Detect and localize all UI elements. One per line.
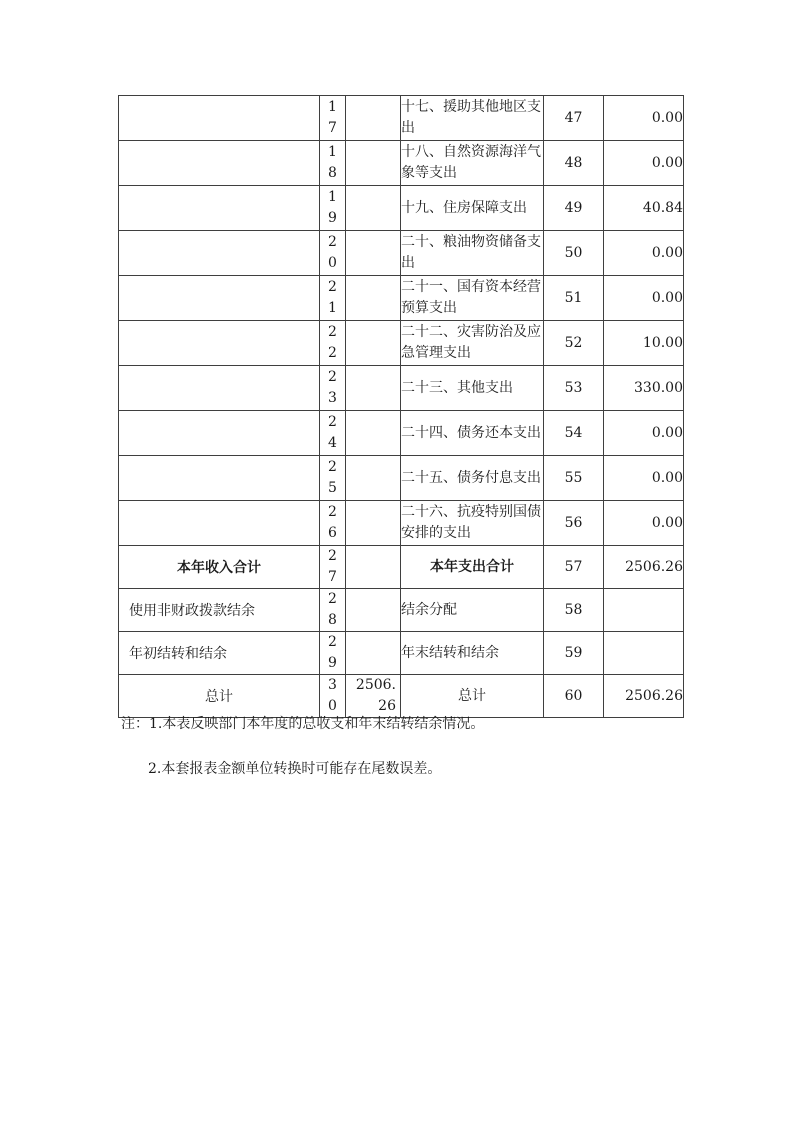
income-item-cell: 使用非财政拨款结余 (119, 589, 320, 632)
income-amount-cell (346, 231, 401, 276)
income-amount-cell (346, 546, 401, 589)
income-item-cell (119, 96, 320, 141)
expense-item-cell: 二十三、其他支出 (401, 366, 544, 411)
line-number: 27 (328, 548, 337, 585)
income-item-cell (119, 411, 320, 456)
table-row (119, 632, 684, 675)
expense-line-number-cell: 51 (544, 276, 604, 321)
expense-amount-cell: 0.00 (604, 96, 684, 141)
expense-grand-total-label-cell: 总计 (401, 675, 544, 718)
table-row (119, 456, 684, 501)
income-line-number-cell (320, 276, 346, 321)
line-number: 19 (328, 189, 337, 226)
expense-item-cell: 十九、住房保障支出 (401, 186, 544, 231)
table-row (119, 276, 684, 321)
income-amount-cell (346, 411, 401, 456)
income-line-number-cell (320, 501, 346, 546)
income-line-number-cell (320, 141, 346, 186)
income-line-number-cell (320, 546, 346, 589)
expense-line-number-cell: 57 (544, 546, 604, 589)
expense-amount-cell: 0.00 (604, 411, 684, 456)
expense-item-cell: 二十一、国有资本经营预算支出 (401, 276, 544, 321)
income-line-number-cell (320, 186, 346, 231)
expense-item-cell: 二十六、抗疫特别国债安排的支出 (401, 501, 544, 546)
expense-amount-cell (604, 632, 684, 675)
expense-amount-cell (604, 589, 684, 632)
income-amount-cell (346, 321, 401, 366)
income-line-number-cell (320, 675, 346, 718)
expense-item-cell: 二十、粮油物资储备支出 (401, 231, 544, 276)
income-amount-cell (346, 589, 401, 632)
expense-amount-cell: 2506.26 (604, 546, 684, 589)
income-line-number-cell (320, 632, 346, 675)
expense-item-cell: 十八、自然资源海洋气象等支出 (401, 141, 544, 186)
expense-amount-cell: 0.00 (604, 141, 684, 186)
amount-value: 2506.26 (355, 677, 396, 714)
income-item-cell (119, 141, 320, 186)
line-number: 20 (328, 234, 337, 271)
income-item-cell (119, 276, 320, 321)
line-number: 18 (328, 144, 337, 181)
expense-amount-cell: 0.00 (604, 231, 684, 276)
income-line-number-cell (320, 411, 346, 456)
income-amount-cell (346, 366, 401, 411)
expense-item-cell: 结余分配 (401, 589, 544, 632)
line-number: 24 (328, 414, 337, 451)
income-item-cell (119, 231, 320, 276)
expense-line-number-cell: 47 (544, 96, 604, 141)
income-amount-cell (346, 186, 401, 231)
table-row (119, 96, 684, 141)
expense-item-cell: 二十二、灾害防治及应急管理支出 (401, 321, 544, 366)
expense-item-cell: 二十五、债务付息支出 (401, 456, 544, 501)
income-line-number-cell (320, 456, 346, 501)
income-line-number-cell (320, 589, 346, 632)
income-amount-cell (346, 501, 401, 546)
expense-line-number-cell: 58 (544, 589, 604, 632)
table-row (119, 411, 684, 456)
expense-amount-cell: 330.00 (604, 366, 684, 411)
expense-total-label-cell: 本年支出合计 (401, 546, 544, 589)
line-number: 17 (328, 99, 337, 136)
expense-amount-cell: 10.00 (604, 321, 684, 366)
expense-amount-cell: 0.00 (604, 456, 684, 501)
expense-amount-cell: 0.00 (604, 276, 684, 321)
income-line-number-cell (320, 96, 346, 141)
income-item-cell: 年初结转和结余 (119, 632, 320, 675)
income-amount-cell (346, 632, 401, 675)
table-row (119, 366, 684, 411)
income-grand-total-label-cell: 总计 (119, 675, 320, 718)
line-number: 28 (328, 591, 337, 628)
table-row (119, 141, 684, 186)
income-item-cell (119, 456, 320, 501)
line-number: 29 (328, 634, 337, 671)
income-line-number-cell (320, 366, 346, 411)
expense-line-number-cell: 54 (544, 411, 604, 456)
line-number: 22 (328, 324, 337, 361)
line-number: 30 (328, 677, 337, 714)
expense-line-number-cell: 60 (544, 675, 604, 718)
expense-line-number-cell: 56 (544, 501, 604, 546)
income-line-number-cell (320, 231, 346, 276)
income-item-cell (119, 186, 320, 231)
table-row (119, 501, 684, 546)
table-row-year-totals (119, 546, 684, 589)
footnote-2: 2.本套报表金额单位转换时可能存在尾数误差。 (148, 761, 442, 777)
table-row (119, 321, 684, 366)
expense-line-number-cell: 48 (544, 141, 604, 186)
expense-amount-cell: 0.00 (604, 501, 684, 546)
income-item-cell (119, 501, 320, 546)
expense-amount-cell: 40.84 (604, 186, 684, 231)
expense-line-number-cell: 55 (544, 456, 604, 501)
income-amount-cell (346, 675, 401, 718)
income-total-label-cell: 本年收入合计 (119, 546, 320, 589)
line-number: 23 (328, 369, 337, 406)
expense-line-number-cell: 49 (544, 186, 604, 231)
table-row (119, 231, 684, 276)
footnote-1: 注：1.本表反映部门本年度的总收支和年末结转结余情况。 (121, 716, 485, 732)
expense-item-cell: 十七、援助其他地区支出 (401, 96, 544, 141)
income-amount-cell (346, 456, 401, 501)
expense-line-number-cell: 59 (544, 632, 604, 675)
table-row-grand-total (119, 675, 684, 718)
expense-amount-cell: 2506.26 (604, 675, 684, 718)
expense-item-cell: 年末结转和结余 (401, 632, 544, 675)
expense-line-number-cell: 52 (544, 321, 604, 366)
income-item-cell (119, 366, 320, 411)
income-line-number-cell (320, 321, 346, 366)
income-amount-cell (346, 141, 401, 186)
line-number: 26 (328, 504, 337, 541)
income-expenditure-summary-table (118, 95, 684, 718)
income-amount-cell (346, 96, 401, 141)
income-amount-cell (346, 276, 401, 321)
table-row (119, 186, 684, 231)
line-number: 21 (328, 279, 337, 316)
expense-item-cell: 二十四、债务还本支出 (401, 411, 544, 456)
expense-line-number-cell: 50 (544, 231, 604, 276)
income-item-cell (119, 321, 320, 366)
expense-line-number-cell: 53 (544, 366, 604, 411)
line-number: 25 (328, 459, 337, 496)
table-row (119, 589, 684, 632)
